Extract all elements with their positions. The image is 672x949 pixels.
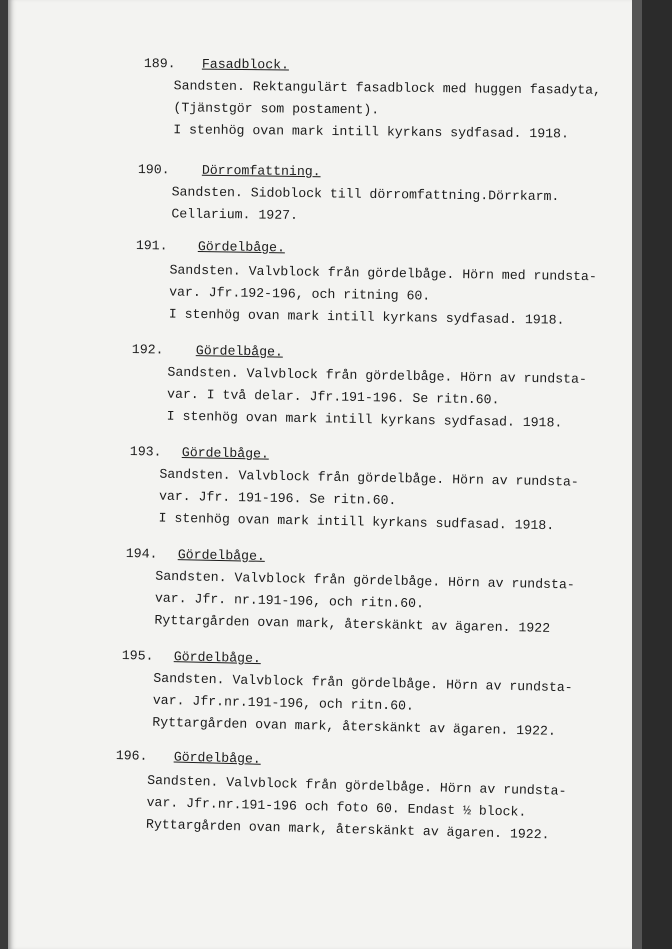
entry-line: Sandsten. Valvblock från gördelbåge. Hörn av rundsta- bbox=[155, 568, 575, 593]
entry-number: 190. bbox=[137, 162, 170, 178]
catalog-entry bbox=[143, 56, 634, 142]
entry-title: Fasadblock. bbox=[201, 56, 290, 73]
entry-title: Dörromfattning. bbox=[201, 162, 321, 180]
catalog-entry bbox=[129, 444, 624, 534]
entry-number: 191. bbox=[135, 238, 168, 254]
entry-line: (Tjänstgör som postament). bbox=[173, 100, 380, 118]
catalog-entry bbox=[125, 546, 622, 636]
entry-title: Gördelbåge. bbox=[195, 343, 284, 360]
entry-number: 196. bbox=[115, 748, 148, 764]
document-page bbox=[8, 0, 632, 949]
entry-line: I stenhög ovan mark intill kyrkans sydfasad. 1918. bbox=[168, 306, 565, 328]
entry-line: var. Jfr. nr.191-196, och ritn.60. bbox=[154, 590, 425, 612]
entry-title: Gördelbåge. bbox=[197, 238, 286, 256]
entry-number: 189. bbox=[143, 56, 176, 72]
entry-number: 192. bbox=[131, 342, 164, 358]
entry-line: Sandsten. Valvblock från gördelbåge. Hörn av rundsta- bbox=[159, 466, 579, 490]
entry-line: Sandsten. Sidoblock till dörromfattning.Dörrkarm. bbox=[171, 184, 560, 205]
entry-line: Ryttargården ovan mark, återskänkt av ägaren. 1922. bbox=[145, 816, 550, 843]
entry-title: Gördelbåge. bbox=[177, 547, 266, 564]
catalog-entry bbox=[121, 648, 620, 739]
catalog-entry bbox=[131, 342, 626, 431]
entry-line: I stenhög ovan mark intill kyrkans sydfasad. 1918. bbox=[173, 122, 569, 142]
entry-title: Gördelbåge. bbox=[173, 649, 262, 667]
entry-line: var. Jfr.nr.191-196, och ritn.60. bbox=[152, 692, 415, 714]
entry-line: Ryttargården ovan mark, återskänkt av ägaren. 1922 bbox=[154, 612, 551, 636]
entry-number: 193. bbox=[129, 444, 162, 460]
entry-line: Ryttargården ovan mark, återskänkt av ägaren. 1922. bbox=[152, 714, 556, 739]
entry-line: Sandsten. Rektangulärt fasadblock med huggen fasadyta, bbox=[173, 78, 602, 98]
binding-edge bbox=[0, 0, 8, 949]
entry-number: 194. bbox=[125, 546, 158, 562]
entry-title: Gördelbåge. bbox=[173, 749, 262, 767]
entry-line: var. I två delar. Jfr.191-196. Se ritn.60. bbox=[166, 386, 500, 408]
entry-line: var. Jfr. 191-196. Se ritn.60. bbox=[158, 488, 397, 509]
catalog-entry bbox=[115, 748, 616, 843]
scanner-background bbox=[632, 0, 672, 949]
entry-line: Sandsten. Valvblock från gördelbåge. Hörn av rundsta- bbox=[153, 670, 573, 696]
entry-line: Cellarium. 1927. bbox=[171, 206, 299, 223]
entry-line: Sandsten. Valvblock från gördelbåge. Hörn av rundsta- bbox=[146, 772, 567, 799]
entry-line: I stenhög ovan mark intill kyrkans sydfasad. 1918. bbox=[166, 408, 563, 431]
catalog-entry bbox=[137, 162, 628, 223]
entry-line: Sandsten. Valvblock från gördelbåge. Hörn med rundsta- bbox=[169, 262, 597, 285]
entry-line: Sandsten. Valvblock från gördelbåge. Hörn av rundsta- bbox=[167, 364, 587, 387]
entry-line: I stenhög ovan mark intill kyrkans sudfasad. 1918. bbox=[158, 510, 555, 534]
entry-title: Gördelbåge. bbox=[181, 444, 270, 462]
entry-line: var. Jfr.192-196, och ritning 60. bbox=[169, 284, 431, 304]
entry-number: 195. bbox=[121, 648, 154, 664]
catalog-entry bbox=[135, 238, 628, 328]
entry-line: var. Jfr.nr.191-196 och foto 60. Endast ½ block. bbox=[146, 794, 527, 820]
